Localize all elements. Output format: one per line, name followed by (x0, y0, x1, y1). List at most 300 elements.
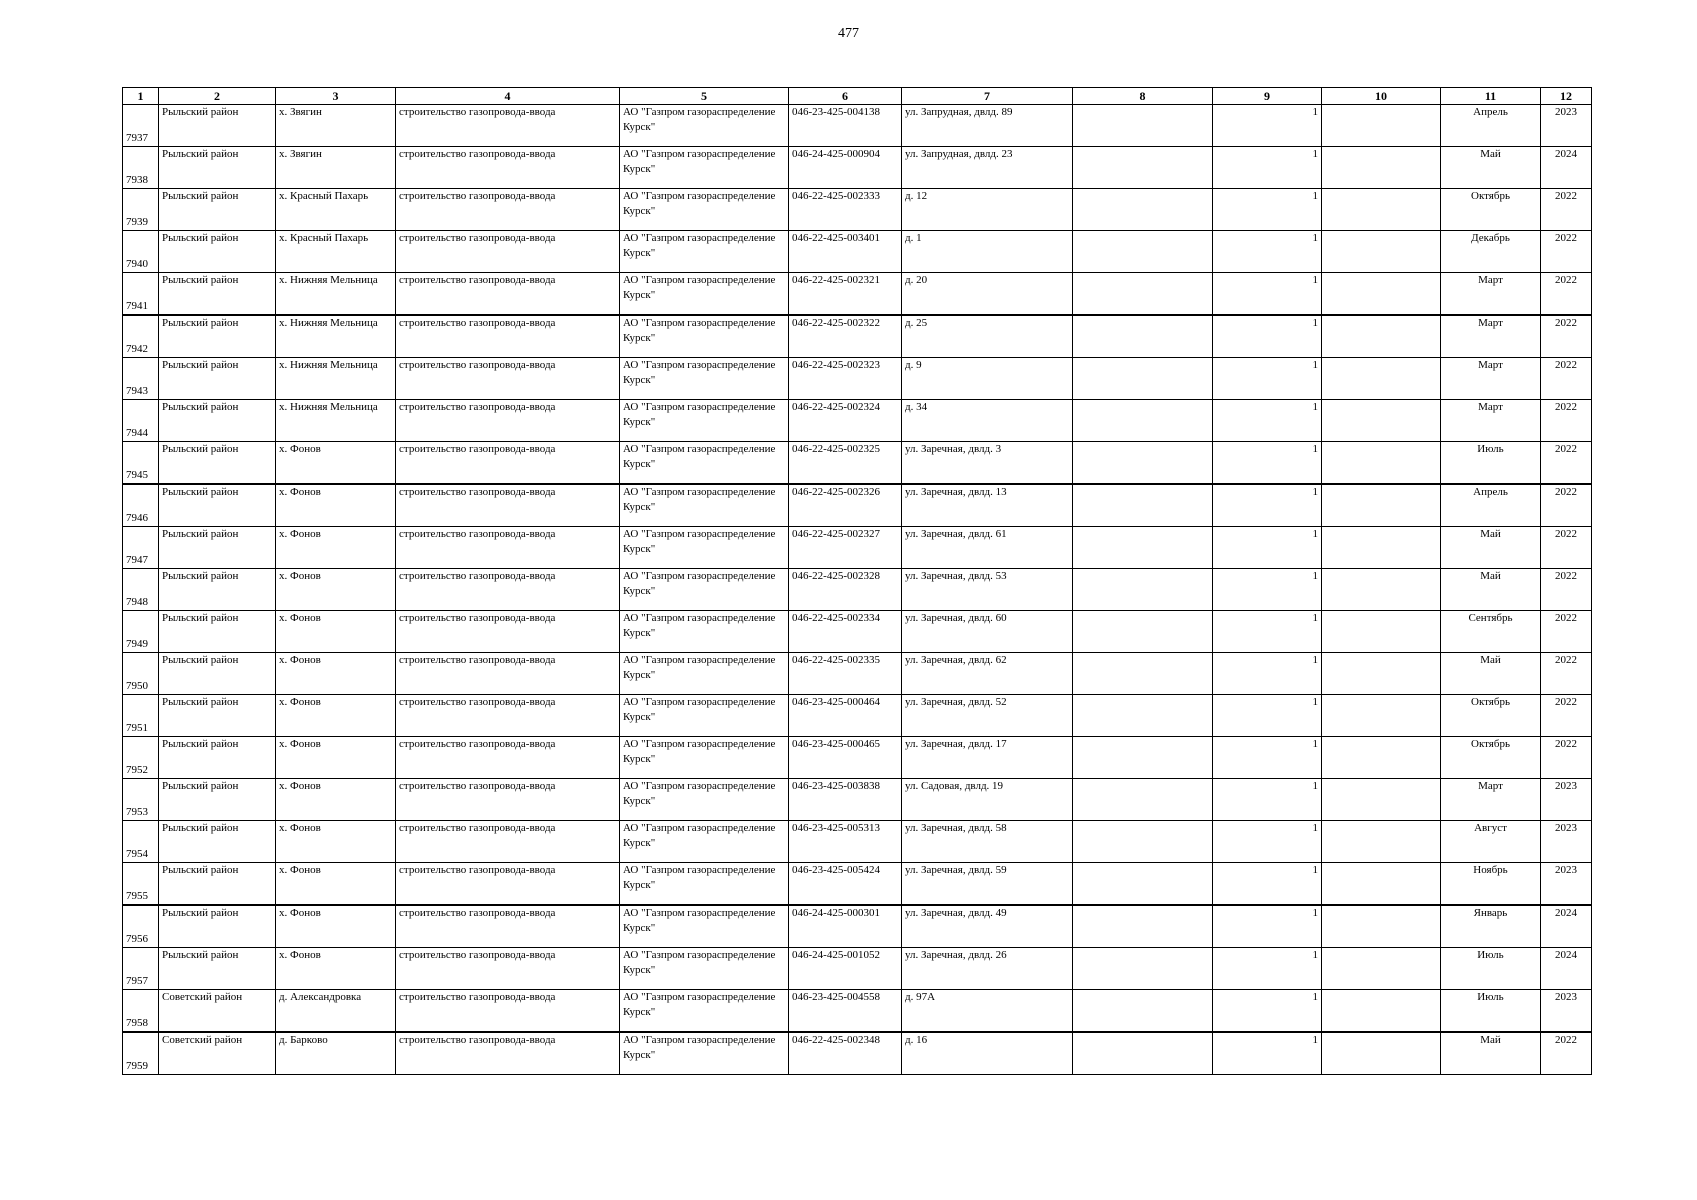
organization-cell: АО "Газпром газораспределение Курск" (620, 990, 789, 1033)
row-number: 7950 (123, 653, 159, 695)
table-row (123, 948, 1592, 990)
row-number: 7956 (123, 905, 159, 948)
table-row (123, 821, 1592, 863)
address-cell: ул. Заречная, двлд. 49 (902, 905, 1073, 948)
row-number: 7957 (123, 948, 159, 990)
column-8-cell (1073, 358, 1213, 400)
address-cell: ул. Заречная, двлд. 62 (902, 653, 1073, 695)
month-cell: Апрель (1441, 484, 1541, 527)
work-type-cell: строительство газопровода-ввода (396, 231, 620, 273)
month-cell: Октябрь (1441, 737, 1541, 779)
code-cell: 046-22-425-002328 (789, 569, 902, 611)
quantity-cell: 1 (1213, 527, 1322, 569)
address-cell: ул. Садовая, двлд. 19 (902, 779, 1073, 821)
locality-cell: х. Нижняя Мельница (276, 273, 396, 316)
address-cell: ул. Запрудная, двлд. 23 (902, 147, 1073, 189)
work-type-cell: строительство газопровода-ввода (396, 189, 620, 231)
locality-cell: х. Фонов (276, 569, 396, 611)
code-cell: 046-22-425-002348 (789, 1032, 902, 1075)
address-cell: д. 34 (902, 400, 1073, 442)
code-cell: 046-23-425-000465 (789, 737, 902, 779)
organization-cell: АО "Газпром газораспределение Курск" (620, 737, 789, 779)
column-8-cell (1073, 400, 1213, 442)
code-cell: 046-22-425-002322 (789, 315, 902, 358)
column-10-cell (1322, 400, 1441, 442)
table-row (123, 990, 1592, 1033)
locality-cell: х. Нижняя Мельница (276, 400, 396, 442)
organization-cell: АО "Газпром газораспределение Курск" (620, 863, 789, 906)
code-cell: 046-23-425-003838 (789, 779, 902, 821)
year-cell: 2023 (1541, 990, 1592, 1033)
year-cell: 2022 (1541, 569, 1592, 611)
row-number: 7946 (123, 484, 159, 527)
column-8-cell (1073, 737, 1213, 779)
district-cell: Советский район (159, 990, 276, 1033)
organization-cell: АО "Газпром газораспределение Курск" (620, 484, 789, 527)
code-cell: 046-22-425-002326 (789, 484, 902, 527)
address-cell: ул. Заречная, двлд. 53 (902, 569, 1073, 611)
row-number: 7941 (123, 273, 159, 316)
year-cell: 2022 (1541, 653, 1592, 695)
locality-cell: д. Барково (276, 1032, 396, 1075)
quantity-cell: 1 (1213, 611, 1322, 653)
month-cell: Май (1441, 653, 1541, 695)
column-10-cell (1322, 821, 1441, 863)
district-cell: Рыльский район (159, 315, 276, 358)
table-row (123, 358, 1592, 400)
quantity-cell: 1 (1213, 569, 1322, 611)
address-cell: д. 9 (902, 358, 1073, 400)
year-cell: 2022 (1541, 442, 1592, 485)
district-cell: Рыльский район (159, 358, 276, 400)
district-cell: Рыльский район (159, 484, 276, 527)
column-10-cell (1322, 737, 1441, 779)
column-header: 1 (123, 88, 159, 105)
column-header: 5 (620, 88, 789, 105)
district-cell: Рыльский район (159, 821, 276, 863)
table-row (123, 653, 1592, 695)
district-cell: Рыльский район (159, 905, 276, 948)
code-cell: 046-22-425-002327 (789, 527, 902, 569)
quantity-cell: 1 (1213, 273, 1322, 316)
code-cell: 046-22-425-002321 (789, 273, 902, 316)
code-cell: 046-23-425-000464 (789, 695, 902, 737)
work-type-cell: строительство газопровода-ввода (396, 863, 620, 906)
organization-cell: АО "Газпром газораспределение Курск" (620, 821, 789, 863)
row-number: 7945 (123, 442, 159, 485)
month-cell: Декабрь (1441, 231, 1541, 273)
row-number: 7940 (123, 231, 159, 273)
quantity-cell: 1 (1213, 1032, 1322, 1075)
locality-cell: х. Фонов (276, 442, 396, 485)
table-row (123, 105, 1592, 147)
column-8-cell (1073, 231, 1213, 273)
organization-cell: АО "Газпром газораспределение Курск" (620, 442, 789, 485)
column-10-cell (1322, 147, 1441, 189)
column-8-cell (1073, 315, 1213, 358)
table-row (123, 442, 1592, 485)
code-cell: 046-22-425-003401 (789, 231, 902, 273)
column-10-cell (1322, 105, 1441, 147)
year-cell: 2022 (1541, 611, 1592, 653)
address-cell: ул. Заречная, двлд. 59 (902, 863, 1073, 906)
locality-cell: х. Фонов (276, 653, 396, 695)
column-10-cell (1322, 273, 1441, 316)
district-cell: Рыльский район (159, 653, 276, 695)
month-cell: Октябрь (1441, 695, 1541, 737)
address-cell: ул. Заречная, двлд. 26 (902, 948, 1073, 990)
row-number: 7944 (123, 400, 159, 442)
table-row (123, 863, 1592, 906)
quantity-cell: 1 (1213, 821, 1322, 863)
table-row (123, 737, 1592, 779)
locality-cell: х. Звягин (276, 147, 396, 189)
column-8-cell (1073, 695, 1213, 737)
month-cell: Март (1441, 315, 1541, 358)
quantity-cell: 1 (1213, 737, 1322, 779)
organization-cell: АО "Газпром газораспределение Курск" (620, 779, 789, 821)
table-row (123, 484, 1592, 527)
district-cell: Рыльский район (159, 695, 276, 737)
organization-cell: АО "Газпром газораспределение Курск" (620, 948, 789, 990)
header-row (123, 88, 1592, 105)
district-cell: Рыльский район (159, 105, 276, 147)
row-number: 7958 (123, 990, 159, 1033)
quantity-cell: 1 (1213, 442, 1322, 485)
work-type-cell: строительство газопровода-ввода (396, 569, 620, 611)
address-cell: д. 16 (902, 1032, 1073, 1075)
column-8-cell (1073, 948, 1213, 990)
column-8-cell (1073, 105, 1213, 147)
row-number: 7953 (123, 779, 159, 821)
work-type-cell: строительство газопровода-ввода (396, 273, 620, 316)
column-8-cell (1073, 905, 1213, 948)
organization-cell: АО "Газпром газораспределение Курск" (620, 611, 789, 653)
column-10-cell (1322, 442, 1441, 485)
page-number: 477 (838, 26, 859, 41)
column-10-cell (1322, 1032, 1441, 1075)
code-cell: 046-22-425-002334 (789, 611, 902, 653)
row-number: 7952 (123, 737, 159, 779)
quantity-cell: 1 (1213, 231, 1322, 273)
month-cell: Май (1441, 569, 1541, 611)
quantity-cell: 1 (1213, 147, 1322, 189)
locality-cell: х. Фонов (276, 905, 396, 948)
work-type-cell: строительство газопровода-ввода (396, 105, 620, 147)
district-cell: Рыльский район (159, 189, 276, 231)
month-cell: Март (1441, 358, 1541, 400)
work-type-cell: строительство газопровода-ввода (396, 737, 620, 779)
code-cell: 046-23-425-005313 (789, 821, 902, 863)
month-cell: Май (1441, 527, 1541, 569)
column-8-cell (1073, 189, 1213, 231)
year-cell: 2022 (1541, 695, 1592, 737)
organization-cell: АО "Газпром газораспределение Курск" (620, 315, 789, 358)
district-cell: Рыльский район (159, 779, 276, 821)
code-cell: 046-22-425-002323 (789, 358, 902, 400)
table-row (123, 1032, 1592, 1075)
address-cell: ул. Заречная, двлд. 17 (902, 737, 1073, 779)
month-cell: Январь (1441, 905, 1541, 948)
registry-table (122, 87, 1592, 1075)
address-cell: ул. Заречная, двлд. 58 (902, 821, 1073, 863)
table-row (123, 315, 1592, 358)
row-number: 7951 (123, 695, 159, 737)
month-cell: Июль (1441, 990, 1541, 1033)
organization-cell: АО "Газпром газораспределение Курск" (620, 905, 789, 948)
table-row (123, 905, 1592, 948)
organization-cell: АО "Газпром газораспределение Курск" (620, 189, 789, 231)
row-number: 7938 (123, 147, 159, 189)
address-cell: ул. Запрудная, двлд. 89 (902, 105, 1073, 147)
work-type-cell: строительство газопровода-ввода (396, 611, 620, 653)
column-header: 7 (902, 88, 1073, 105)
locality-cell: х. Нижняя Мельница (276, 358, 396, 400)
locality-cell: х. Красный Пахарь (276, 231, 396, 273)
locality-cell: х. Звягин (276, 105, 396, 147)
column-10-cell (1322, 315, 1441, 358)
row-number: 7949 (123, 611, 159, 653)
column-10-cell (1322, 231, 1441, 273)
year-cell: 2022 (1541, 315, 1592, 358)
locality-cell: х. Фонов (276, 527, 396, 569)
locality-cell: х. Фонов (276, 737, 396, 779)
column-header: 10 (1322, 88, 1441, 105)
column-header: 6 (789, 88, 902, 105)
table-row (123, 189, 1592, 231)
quantity-cell: 1 (1213, 358, 1322, 400)
column-8-cell (1073, 273, 1213, 316)
month-cell: Сентябрь (1441, 611, 1541, 653)
address-cell: д. 20 (902, 273, 1073, 316)
column-10-cell (1322, 484, 1441, 527)
organization-cell: АО "Газпром газораспределение Курск" (620, 400, 789, 442)
column-8-cell (1073, 990, 1213, 1033)
district-cell: Рыльский район (159, 231, 276, 273)
organization-cell: АО "Газпром газораспределение Курск" (620, 231, 789, 273)
organization-cell: АО "Газпром газораспределение Курск" (620, 653, 789, 695)
table-row (123, 611, 1592, 653)
row-number: 7959 (123, 1032, 159, 1075)
month-cell: Март (1441, 779, 1541, 821)
locality-cell: х. Фонов (276, 779, 396, 821)
column-header: 3 (276, 88, 396, 105)
table-body (123, 105, 1592, 1075)
work-type-cell: строительство газопровода-ввода (396, 821, 620, 863)
code-cell: 046-22-425-002324 (789, 400, 902, 442)
address-cell: ул. Заречная, двлд. 52 (902, 695, 1073, 737)
quantity-cell: 1 (1213, 948, 1322, 990)
year-cell: 2024 (1541, 147, 1592, 189)
year-cell: 2022 (1541, 231, 1592, 273)
column-10-cell (1322, 358, 1441, 400)
work-type-cell: строительство газопровода-ввода (396, 653, 620, 695)
code-cell: 046-24-425-000904 (789, 147, 902, 189)
year-cell: 2022 (1541, 484, 1592, 527)
work-type-cell: строительство газопровода-ввода (396, 484, 620, 527)
locality-cell: х. Фонов (276, 863, 396, 906)
column-8-cell (1073, 442, 1213, 485)
work-type-cell: строительство газопровода-ввода (396, 695, 620, 737)
column-8-cell (1073, 653, 1213, 695)
year-cell: 2022 (1541, 737, 1592, 779)
column-8-cell (1073, 863, 1213, 906)
month-cell: Октябрь (1441, 189, 1541, 231)
work-type-cell: строительство газопровода-ввода (396, 442, 620, 485)
column-8-cell (1073, 779, 1213, 821)
column-header: 9 (1213, 88, 1322, 105)
year-cell: 2023 (1541, 105, 1592, 147)
address-cell: ул. Заречная, двлд. 61 (902, 527, 1073, 569)
work-type-cell: строительство газопровода-ввода (396, 1032, 620, 1075)
quantity-cell: 1 (1213, 315, 1322, 358)
district-cell: Рыльский район (159, 569, 276, 611)
organization-cell: АО "Газпром газораспределение Курск" (620, 105, 789, 147)
column-8-cell (1073, 147, 1213, 189)
month-cell: Ноябрь (1441, 863, 1541, 906)
column-10-cell (1322, 611, 1441, 653)
row-number: 7954 (123, 821, 159, 863)
month-cell: Март (1441, 400, 1541, 442)
column-8-cell (1073, 821, 1213, 863)
quantity-cell: 1 (1213, 990, 1322, 1033)
table-row (123, 147, 1592, 189)
year-cell: 2022 (1541, 273, 1592, 316)
table-row (123, 231, 1592, 273)
column-10-cell (1322, 695, 1441, 737)
code-cell: 046-22-425-002335 (789, 653, 902, 695)
work-type-cell: строительство газопровода-ввода (396, 400, 620, 442)
code-cell: 046-24-425-001052 (789, 948, 902, 990)
year-cell: 2022 (1541, 1032, 1592, 1075)
column-10-cell (1322, 527, 1441, 569)
locality-cell: х. Фонов (276, 484, 396, 527)
district-cell: Рыльский район (159, 948, 276, 990)
quantity-cell: 1 (1213, 863, 1322, 906)
year-cell: 2023 (1541, 863, 1592, 906)
locality-cell: х. Фонов (276, 948, 396, 990)
column-header: 11 (1441, 88, 1541, 105)
work-type-cell: строительство газопровода-ввода (396, 147, 620, 189)
column-header: 4 (396, 88, 620, 105)
quantity-cell: 1 (1213, 105, 1322, 147)
table-row (123, 569, 1592, 611)
address-cell: д. 12 (902, 189, 1073, 231)
column-header: 12 (1541, 88, 1592, 105)
address-cell: ул. Заречная, двлд. 13 (902, 484, 1073, 527)
locality-cell: х. Нижняя Мельница (276, 315, 396, 358)
column-8-cell (1073, 484, 1213, 527)
work-type-cell: строительство газопровода-ввода (396, 358, 620, 400)
district-cell: Рыльский район (159, 147, 276, 189)
row-number: 7942 (123, 315, 159, 358)
code-cell: 046-22-425-002333 (789, 189, 902, 231)
quantity-cell: 1 (1213, 779, 1322, 821)
month-cell: Май (1441, 1032, 1541, 1075)
column-10-cell (1322, 189, 1441, 231)
column-10-cell (1322, 990, 1441, 1033)
quantity-cell: 1 (1213, 400, 1322, 442)
row-number: 7955 (123, 863, 159, 906)
row-number: 7939 (123, 189, 159, 231)
row-number: 7943 (123, 358, 159, 400)
table-row (123, 273, 1592, 316)
organization-cell: АО "Газпром газораспределение Курск" (620, 273, 789, 316)
locality-cell: х. Фонов (276, 611, 396, 653)
column-8-cell (1073, 1032, 1213, 1075)
district-cell: Рыльский район (159, 400, 276, 442)
quantity-cell: 1 (1213, 695, 1322, 737)
column-header: 2 (159, 88, 276, 105)
column-header: 8 (1073, 88, 1213, 105)
column-10-cell (1322, 569, 1441, 611)
year-cell: 2023 (1541, 821, 1592, 863)
address-cell: ул. Заречная, двлд. 60 (902, 611, 1073, 653)
address-cell: ул. Заречная, двлд. 3 (902, 442, 1073, 485)
year-cell: 2024 (1541, 905, 1592, 948)
work-type-cell: строительство газопровода-ввода (396, 779, 620, 821)
row-number: 7948 (123, 569, 159, 611)
quantity-cell: 1 (1213, 905, 1322, 948)
table-row (123, 400, 1592, 442)
organization-cell: АО "Газпром газораспределение Курск" (620, 358, 789, 400)
year-cell: 2022 (1541, 189, 1592, 231)
month-cell: Май (1441, 147, 1541, 189)
row-number: 7937 (123, 105, 159, 147)
code-cell: 046-24-425-000301 (789, 905, 902, 948)
quantity-cell: 1 (1213, 189, 1322, 231)
month-cell: Март (1441, 273, 1541, 316)
work-type-cell: строительство газопровода-ввода (396, 948, 620, 990)
district-cell: Рыльский район (159, 611, 276, 653)
year-cell: 2023 (1541, 779, 1592, 821)
quantity-cell: 1 (1213, 484, 1322, 527)
locality-cell: х. Фонов (276, 821, 396, 863)
table-row (123, 779, 1592, 821)
year-cell: 2022 (1541, 527, 1592, 569)
work-type-cell: строительство газопровода-ввода (396, 527, 620, 569)
month-cell: Июль (1441, 442, 1541, 485)
locality-cell: д. Александровка (276, 990, 396, 1033)
work-type-cell: строительство газопровода-ввода (396, 315, 620, 358)
column-10-cell (1322, 863, 1441, 906)
locality-cell: х. Красный Пахарь (276, 189, 396, 231)
column-10-cell (1322, 779, 1441, 821)
column-10-cell (1322, 653, 1441, 695)
code-cell: 046-22-425-002325 (789, 442, 902, 485)
district-cell: Рыльский район (159, 273, 276, 316)
district-cell: Рыльский район (159, 442, 276, 485)
quantity-cell: 1 (1213, 653, 1322, 695)
month-cell: Апрель (1441, 105, 1541, 147)
code-cell: 046-23-425-004138 (789, 105, 902, 147)
month-cell: Август (1441, 821, 1541, 863)
column-8-cell (1073, 569, 1213, 611)
column-8-cell (1073, 611, 1213, 653)
code-cell: 046-23-425-004558 (789, 990, 902, 1033)
column-10-cell (1322, 905, 1441, 948)
district-cell: Рыльский район (159, 527, 276, 569)
address-cell: д. 1 (902, 231, 1073, 273)
column-8-cell (1073, 527, 1213, 569)
work-type-cell: строительство газопровода-ввода (396, 905, 620, 948)
organization-cell: АО "Газпром газораспределение Курск" (620, 1032, 789, 1075)
year-cell: 2024 (1541, 948, 1592, 990)
year-cell: 2022 (1541, 400, 1592, 442)
address-cell: д. 25 (902, 315, 1073, 358)
table-row (123, 527, 1592, 569)
organization-cell: АО "Газпром газораспределение Курск" (620, 569, 789, 611)
